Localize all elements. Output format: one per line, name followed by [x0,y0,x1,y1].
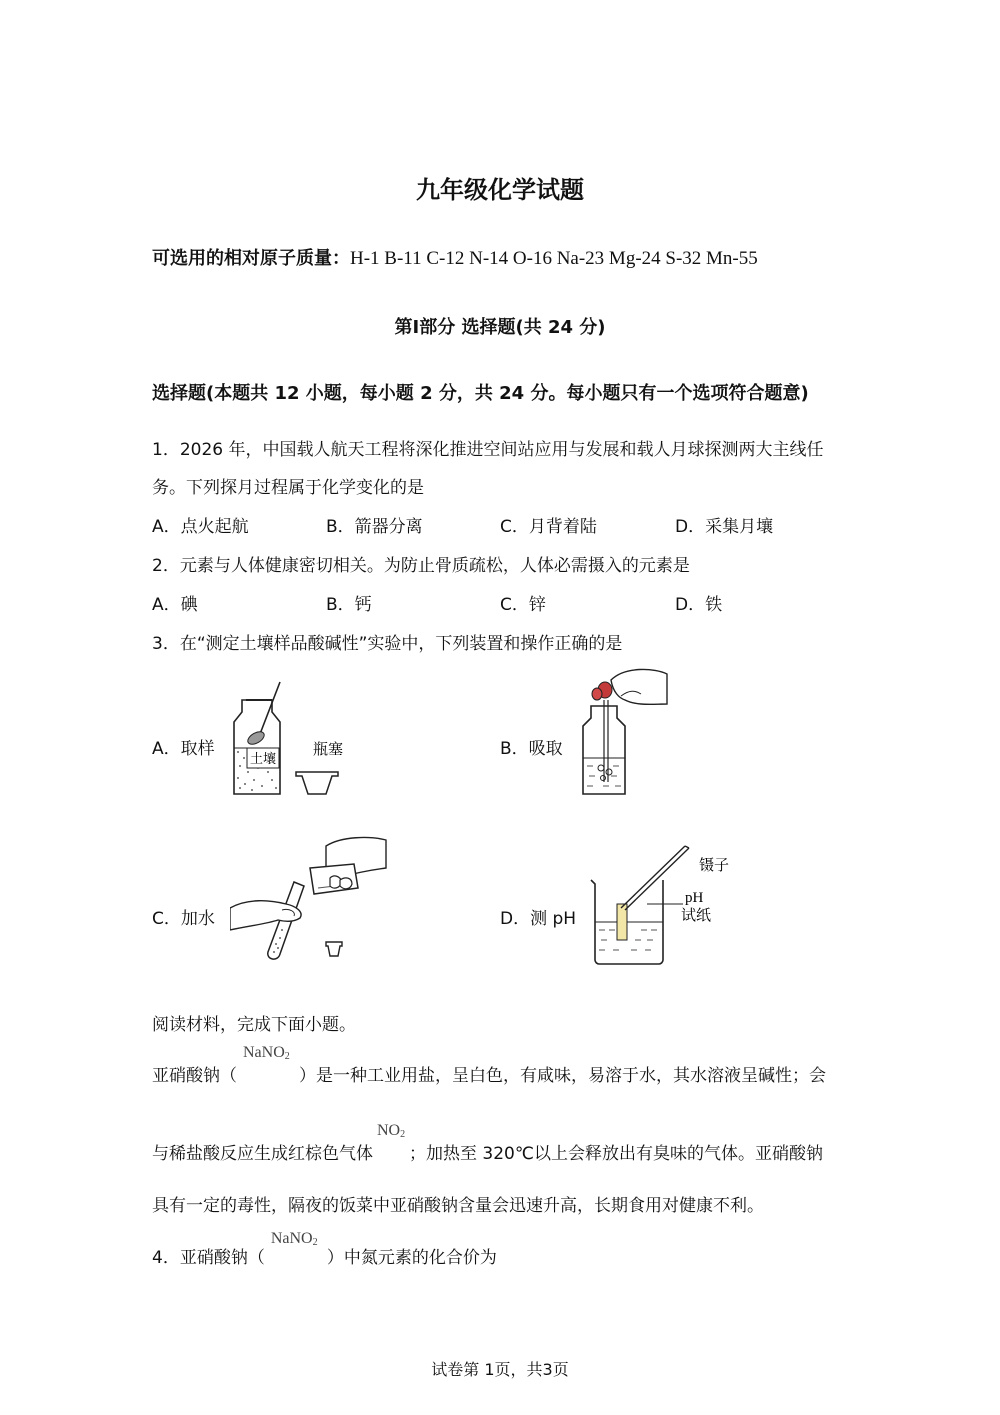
reading-p1-pre: 亚硝酸钠（ [152,1066,237,1086]
reading-paragraph-line3: 具有一定的毒性，隔夜的饭菜中亚硝酸钠含量会迅速升高，长期食用对健康不利。 [152,1196,764,1216]
stopper-label: 瓶塞 [312,740,344,758]
q1-option-a: A．点火起航 [152,517,249,537]
reading-paragraph-line1 [152,1044,826,1086]
part1-heading: 第Ⅰ部分 选择题(共 24 分) [394,317,606,338]
no2-main: NO [377,1122,401,1139]
q3-stem: 3．在“测定土壤样品酸碱性”实验中，下列装置和操作正确的是 [152,634,623,654]
page-title: 九年级化学试题 [416,176,584,204]
q4-nano2-formula [265,1230,327,1268]
page-footer: 试卷第 1页，共3页 [431,1360,569,1379]
figure-b-dropper [575,660,675,800]
atomic-mass-label: 可选用的相对原子质量： [152,248,350,269]
q2-option-c: C．锌 [500,595,546,615]
paper-label: 试纸 [681,906,712,924]
q2-stem: 2．元素与人体健康密切相关。为防止骨质疏松，人体必需摄入的元素是 [152,556,690,576]
q1-stem-line1: 1．2026 年，中国载人航天工程将深化推进空间站应用与发展和载人月球探测两大主线任 [152,440,824,460]
atomic-mass-line [152,244,758,270]
nano2-main: NaNO [243,1044,285,1061]
q2-option-b: B．钙 [326,595,372,615]
q4-post: ）中氮元素的化合价为 [326,1248,497,1268]
q2-option-a: A．碘 [152,595,198,615]
q3-option-d: D．测 pH [500,909,577,929]
tweezers-label: 镊子 [699,856,730,874]
q4-stem [152,1230,497,1268]
no2-formula [373,1122,409,1164]
q2-option-d: D．铁 [675,595,723,615]
reading-p2-pre: 与稀盐酸反应生成红棕色气体 [152,1144,373,1164]
reading-p1-post: ）是一种工业用盐，呈白色，有咸味，易溶于水，其水溶液呈碱性；会 [299,1066,826,1086]
q1-option-c: C．月背着陆 [500,517,597,537]
q4-nano2-main: NaNO [270,1230,313,1247]
figure-a-sampling [228,676,358,802]
reading-paragraph-line2 [152,1122,823,1164]
soil-label: 土壤 [249,752,277,767]
nano2-formula [237,1044,299,1086]
part1-instruction: 选择题(本题共 12 小题，每小题 2 分，共 24 分。每小题只有一个选项符合题意) [152,383,809,404]
ph-label: pH [685,890,704,906]
no2-sub: 2 [400,1129,406,1140]
reading-p2-post: ；加热至 320℃以上会释放出有臭味的气体。亚硝酸钠 [409,1144,823,1164]
q1-option-b: B．箭器分离 [326,517,423,537]
q1-option-d: D．采集月壤 [675,517,774,537]
q3-option-b: B．吸取 [500,739,563,759]
q3-option-a: A．取样 [152,739,215,759]
q1-stem-line2: 务。下列探月过程属于化学变化的是 [152,478,424,498]
q3-option-c: C．加水 [152,909,215,929]
q4-nano2-sub: 2 [312,1237,318,1248]
reading-intro: 阅读材料，完成下面小题。 [152,1015,356,1035]
figure-d-measure-ph [585,838,755,968]
q4-pre: 4．亚硝酸钠（ [152,1248,265,1268]
nano2-sub: 2 [284,1051,290,1062]
atomic-mass-values: H-1 B-11 C-12 N-14 O-16 Na-23 Mg-24 S-32 Mn-55 [350,248,758,269]
figure-c-adding-water [230,834,390,966]
